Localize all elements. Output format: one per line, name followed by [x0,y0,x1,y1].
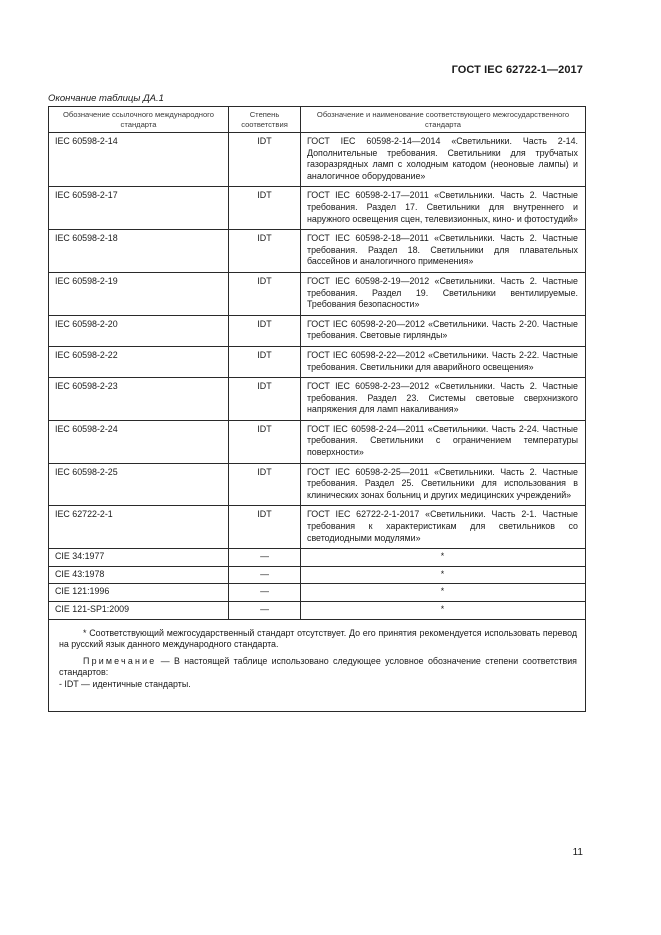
table-header-row [49,107,586,133]
cell-reference: IEC 62722-2-1 [49,506,229,549]
cell-degree: IDT [229,230,301,273]
cell-reference: CIE 121-SP1:2009 [49,602,229,620]
cell-standard-name: ГОСТ IEC 60598-2-19—2012 «Светильники. Часть 2. Частные требования. Раздел 19. Светильники вентилируемые. Требования безопасности» [301,272,586,315]
standards-table-wrapper [48,106,585,712]
cell-reference: IEC 60598-2-14 [49,133,229,187]
cell-standard-name: ГОСТ IEC 60598-2-22—2012 «Светильники. Часть 2-22. Частные требования. Светильники для аварийного освещения» [301,346,586,377]
column-header-interstate-standard: Обозначение и наименование соответствующего межгосударственного стандарта [301,107,586,133]
cell-reference: IEC 60598-2-19 [49,272,229,315]
cell-reference: IEC 60598-2-23 [49,378,229,421]
cell-degree: IDT [229,346,301,377]
standards-table [48,106,586,712]
cell-standard-name: ГОСТ IEC 60598-2-14—2014 «Светильники. Часть 2-14. Дополнительные требования. Светильники для трубчатых газоразрядных ламп с холодным катодом (неоновые лампы) и аналогичное оборудование» [301,133,586,187]
cell-reference: IEC 60598-2-18 [49,230,229,273]
cell-standard-name: * [301,549,586,567]
cell-standard-name: ГОСТ IEC 62722-2-1-2017 «Светильники. Часть 2-1. Частные требования к характеристикам для светильников со светодиодными модулями» [301,506,586,549]
cell-standard-name: ГОСТ IEC 60598-2-17—2011 «Светильники. Часть 2. Частные требования. Раздел 17. Светильники для внутреннего и наружного освещения сцен, телевизионных, кино- и фотостудий» [301,187,586,230]
cell-standard-name: * [301,602,586,620]
table-row [49,378,586,421]
table-row [49,187,586,230]
table-footnote-cell [49,619,586,711]
note-paragraph [59,656,577,679]
cell-degree: IDT [229,506,301,549]
cell-standard-name: ГОСТ IEC 60598-2-25—2011 «Светильники. Часть 2. Частные требования. Раздел 25. Светильники для использования в клинических зонах больниц и других медицинских учреждений» [301,463,586,506]
cell-degree: — [229,584,301,602]
cell-degree: — [229,602,301,620]
table-row [49,346,586,377]
table-row [49,506,586,549]
table-row [49,463,586,506]
cell-standard-name: * [301,584,586,602]
cell-reference: IEC 60598-2-20 [49,315,229,346]
cell-degree: IDT [229,420,301,463]
note-text: — В настоящей таблице использовано следующее условное обозначение степени соответствия стандартов: [59,655,577,678]
cell-degree: IDT [229,315,301,346]
table-row [49,602,586,620]
cell-degree: IDT [229,378,301,421]
note-label: Примечание [83,655,157,666]
cell-reference: IEC 60598-2-24 [49,420,229,463]
cell-degree: IDT [229,133,301,187]
footnote-text: * Соответствующий межгосударственный стандарт отсутствует. До его принятия рекомендуется использовать перевод на русский язык данного международного стандарта. [59,627,577,650]
column-header-reference: Обозначение ссылочного международного стандарта [49,107,229,133]
note-list-item: - IDT — идентичные стандарты. [59,678,191,689]
cell-reference: CIE 43:1978 [49,566,229,584]
page-number: 11 [572,847,583,858]
cell-standard-name: ГОСТ IEC 60598-2-23—2012 «Светильники. Часть 2. Частные требования. Раздел 23. Системы световые сверхнизкого напряжения для ламп накаливания» [301,378,586,421]
table-caption: Окончание таблицы ДА.1 [48,93,164,104]
cell-standard-name: ГОСТ IEC 60598-2-24—2011 «Светильники. Часть 2-24. Частные требования. Светильники с ограничением температуры поверхности» [301,420,586,463]
table-row [49,420,586,463]
cell-standard-name: ГОСТ IEC 60598-2-20—2012 «Светильники. Часть 2-20. Частные требования. Световые гирлянды» [301,315,586,346]
cell-degree: IDT [229,272,301,315]
document-id-header: ГОСТ IEC 62722-1—2017 [451,64,583,76]
table-row [49,133,586,187]
table-row [49,566,586,584]
cell-degree: — [229,566,301,584]
cell-reference: CIE 121:1996 [49,584,229,602]
cell-reference: IEC 60598-2-22 [49,346,229,377]
cell-standard-name: ГОСТ IEC 60598-2-18—2011 «Светильники. Часть 2. Частные требования. Раздел 18. Светильники для плавательных бассейнов и аналогичного применения» [301,230,586,273]
cell-degree: IDT [229,187,301,230]
cell-reference: IEC 60598-2-17 [49,187,229,230]
cell-reference: CIE 34:1977 [49,549,229,567]
table-row [49,315,586,346]
cell-reference: IEC 60598-2-25 [49,463,229,506]
cell-degree: IDT [229,463,301,506]
table-row [49,549,586,567]
table-row [49,230,586,273]
table-row [49,584,586,602]
column-header-degree: Степень соответствия [229,107,301,133]
cell-standard-name: * [301,566,586,584]
table-footnote-row [49,619,586,711]
cell-degree: — [229,549,301,567]
table-row [49,272,586,315]
